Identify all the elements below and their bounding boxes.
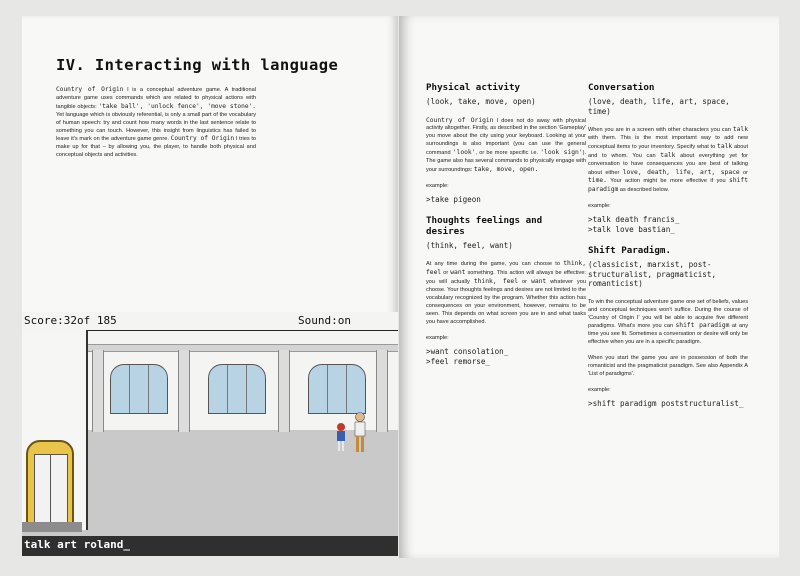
- door-step: [22, 522, 82, 532]
- pillar: [178, 350, 190, 432]
- yellow-door: [26, 440, 74, 524]
- command-word: love, death, life, art, space: [622, 168, 740, 176]
- section-heading: Shift Paradigm.: [588, 245, 671, 257]
- building-window: [208, 364, 266, 414]
- command-input-text: talk art roland_: [24, 538, 130, 551]
- command-word: time.: [588, 177, 607, 185]
- command-word: want: [450, 269, 466, 277]
- command-word: Country of Origin: [56, 86, 124, 93]
- game-screenshot: [22, 312, 398, 556]
- text-run: something. This action will always be effective: you will actually: [426, 270, 586, 286]
- left-page: [22, 16, 398, 556]
- example-label: example:: [426, 334, 449, 341]
- wall-cornice: [84, 344, 398, 352]
- text-run: At any time during the game, you can choose to: [426, 261, 564, 268]
- pillar: [278, 350, 290, 432]
- text-run: or: [441, 270, 451, 277]
- command-word: Country of Origin: [170, 135, 235, 143]
- building-window: [308, 364, 366, 414]
- command-word: take, move, open.: [473, 165, 539, 173]
- body-paragraph: [426, 260, 586, 326]
- command-list: (classicist, marxist, post-structuralist, pragmaticist, romanticist): [588, 260, 717, 289]
- section-heading: Thoughts feelings and desires: [426, 214, 543, 237]
- pillar: [376, 350, 388, 432]
- text-run: , or be more specific i.e.: [475, 150, 541, 157]
- text-run: about and to whom. You can: [588, 143, 749, 159]
- example-command: >talk death francis_ >talk love bastian_: [588, 215, 680, 235]
- column-right: [588, 82, 748, 419]
- text-run: I is a conceptual adventure game. A traditional adventure game uses commands which are related to physical actions with tangible objects:: [56, 87, 256, 110]
- text-run: I tries to make up for that – by allowing you, the player, to handle both physical and conceptual objects and activities.: [56, 136, 256, 159]
- text-run: with them. This is the most importamt way to add new conceptual items to your inventory. Specify what to: [588, 134, 748, 150]
- text-run: or: [518, 279, 532, 286]
- text-run: Yet language which is obviously referential, is only a small part of the vocabulary of human speech: try and count how many words in the last sentence relate to something you can touch. However, this insight from linguistics has failed to leave it's mark on the adventure game genre.: [56, 111, 256, 143]
- example-label: example:: [588, 386, 611, 393]
- right-page: [399, 16, 779, 558]
- example-label: example:: [426, 182, 449, 189]
- score-readout: Score:32of 185: [24, 314, 117, 327]
- chapter-title: IV. Interacting with language: [56, 56, 339, 74]
- column-left: [426, 82, 586, 377]
- command-word: Country of Origin: [426, 116, 494, 124]
- command-word: want: [531, 278, 547, 286]
- body-paragraph: [588, 355, 748, 379]
- text-run: When you start the game you are in possession of both the romanticist and the pragmaticist paradigm. See also Appendix A 'List of paradigms'.: [588, 355, 748, 377]
- section-heading: Physical activity: [426, 82, 521, 93]
- body-paragraph: [588, 299, 748, 347]
- command-word: 'look': [452, 149, 476, 157]
- command-word: talk: [717, 142, 733, 150]
- command-word: talk: [732, 126, 748, 133]
- text-run: or: [739, 169, 748, 176]
- text-run: as described below.: [618, 187, 670, 194]
- text-run: To win the conceptual adventure game one set of beliefs, values and conceptual techniques won't suffice. During the course of 'Country of Origin I' you will be able to acquire five different paradigms. What's more you can: [588, 298, 748, 330]
- child-character-icon: [334, 422, 348, 454]
- building-window: [110, 364, 168, 414]
- command-list: (think, feel, want): [426, 240, 513, 250]
- sound-readout: Sound:on: [298, 314, 351, 327]
- command-word: think, feel: [426, 260, 586, 277]
- text-run: whatever you choose. Your thoughts feelings and desires are not limited to the vocabulary recognized by the program. Whether this action has consequences on your environment, however, remains to be seen. This depends on what screen you are in and what tasks you have accomplished.: [426, 279, 587, 325]
- section-heading: Conversation: [588, 82, 655, 93]
- text-run: I does not do away with physical activity altogether. Firstly, as described in the section 'Gameplay' you move about the city using your keyboard. Looking at your surroundings is also important (you can use the general command: [426, 117, 586, 157]
- command-word: shift paradigm: [588, 177, 748, 194]
- example-command: >shift paradigm poststructuralist_: [588, 398, 744, 408]
- text-run: about everything yet for conversation to have consequences you are best of talking about either: [588, 152, 749, 176]
- example-label: example:: [588, 203, 611, 210]
- command-word: talk: [660, 151, 676, 159]
- intro-paragraph: [56, 86, 256, 160]
- text-run: When you are in a screen with other characters you can: [588, 127, 733, 133]
- adult-character-icon: [352, 412, 368, 456]
- example-command: >want consolation_ >feel remorse_: [426, 346, 509, 366]
- pillar: [92, 350, 104, 432]
- command-word: 'take ball', 'unlock fence', 'move stone'.: [98, 102, 257, 110]
- command-word: think, feel: [473, 278, 519, 286]
- example-command: >take pigeon: [426, 194, 481, 204]
- text-run: at any time you see fit. Sometimes a conversation or desire will only be effective when you are in a specific paradigm.: [588, 323, 748, 346]
- command-list: (look, take, move, open): [426, 97, 536, 106]
- text-run: Your action might be more effective if you: [606, 178, 730, 185]
- command-word: shift paradigm: [675, 322, 730, 330]
- body-paragraph: [426, 117, 586, 175]
- text-run: ). The game also has several commands to physically engage with your surroundings:: [426, 150, 586, 173]
- command-word: 'look sign': [540, 149, 583, 157]
- side-wall: [22, 330, 88, 530]
- command-list: (love, death, life, art, space, time): [588, 97, 730, 116]
- body-paragraph: [588, 126, 748, 195]
